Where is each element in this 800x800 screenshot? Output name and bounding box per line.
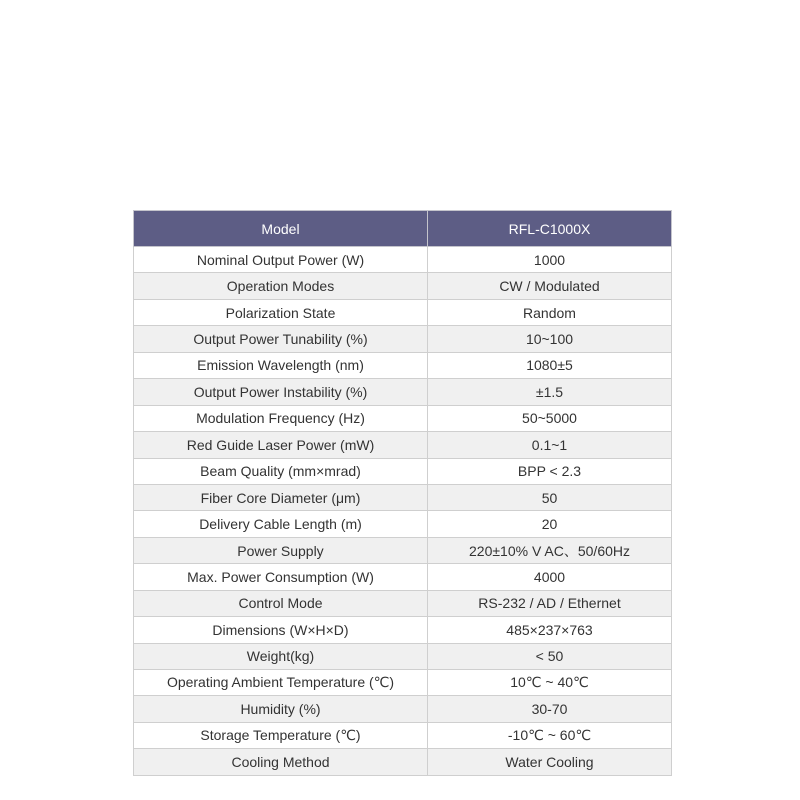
table-row	[134, 405, 672, 431]
param-value: < 50	[428, 643, 672, 669]
param-name: Dimensions (W×H×D)	[134, 617, 428, 643]
param-value: 220±10% V AC、50/60Hz	[428, 537, 672, 563]
param-value: ±1.5	[428, 379, 672, 405]
table-row	[134, 537, 672, 563]
spec-table-body	[134, 247, 672, 776]
table-row	[134, 326, 672, 352]
param-name: Beam Quality (mm×mrad)	[134, 458, 428, 484]
param-name: Weight(kg)	[134, 643, 428, 669]
header-model-label: Model	[134, 211, 428, 247]
table-row	[134, 643, 672, 669]
param-value: 485×237×763	[428, 617, 672, 643]
table-row	[134, 590, 672, 616]
table-row	[134, 564, 672, 590]
param-value: 10℃ ~ 40℃	[428, 670, 672, 696]
param-name: Output Power Tunability (%)	[134, 326, 428, 352]
spec-table-header	[134, 211, 672, 247]
param-value: RS-232 / AD / Ethernet	[428, 590, 672, 616]
header-row	[134, 211, 672, 247]
param-value: CW / Modulated	[428, 273, 672, 299]
param-value: 20	[428, 511, 672, 537]
param-name: Output Power Instability (%)	[134, 379, 428, 405]
param-name: Humidity (%)	[134, 696, 428, 722]
param-value: Water Cooling	[428, 749, 672, 775]
table-row	[134, 379, 672, 405]
param-name: Modulation Frequency (Hz)	[134, 405, 428, 431]
param-value: 1080±5	[428, 352, 672, 378]
param-value: 50~5000	[428, 405, 672, 431]
param-name: Max. Power Consumption (W)	[134, 564, 428, 590]
table-row	[134, 432, 672, 458]
header-model-value: RFL-C1000X	[428, 211, 672, 247]
param-value: -10℃ ~ 60℃	[428, 722, 672, 748]
param-name: Red Guide Laser Power (mW)	[134, 432, 428, 458]
param-name: Cooling Method	[134, 749, 428, 775]
table-row	[134, 511, 672, 537]
param-name: Power Supply	[134, 537, 428, 563]
param-value: Random	[428, 299, 672, 325]
param-name: Fiber Core Diameter (μm)	[134, 484, 428, 510]
param-name: Emission Wavelength (nm)	[134, 352, 428, 378]
param-value: 1000	[428, 247, 672, 273]
param-value: 50	[428, 484, 672, 510]
table-row	[134, 617, 672, 643]
param-value: 10~100	[428, 326, 672, 352]
table-row	[134, 247, 672, 273]
table-row	[134, 749, 672, 775]
param-name: Nominal Output Power (W)	[134, 247, 428, 273]
table-row	[134, 273, 672, 299]
spec-table	[133, 210, 672, 776]
table-row	[134, 670, 672, 696]
table-row	[134, 458, 672, 484]
param-value: 4000	[428, 564, 672, 590]
table-row	[134, 696, 672, 722]
param-name: Control Mode	[134, 590, 428, 616]
param-name: Operation Modes	[134, 273, 428, 299]
table-row	[134, 299, 672, 325]
param-value: BPP < 2.3	[428, 458, 672, 484]
param-name: Storage Temperature (℃)	[134, 722, 428, 748]
param-name: Polarization State	[134, 299, 428, 325]
table-row	[134, 722, 672, 748]
param-name: Delivery Cable Length (m)	[134, 511, 428, 537]
param-value: 30-70	[428, 696, 672, 722]
table-row	[134, 352, 672, 378]
param-value: 0.1~1	[428, 432, 672, 458]
param-name: Operating Ambient Temperature (℃)	[134, 670, 428, 696]
table-row	[134, 484, 672, 510]
